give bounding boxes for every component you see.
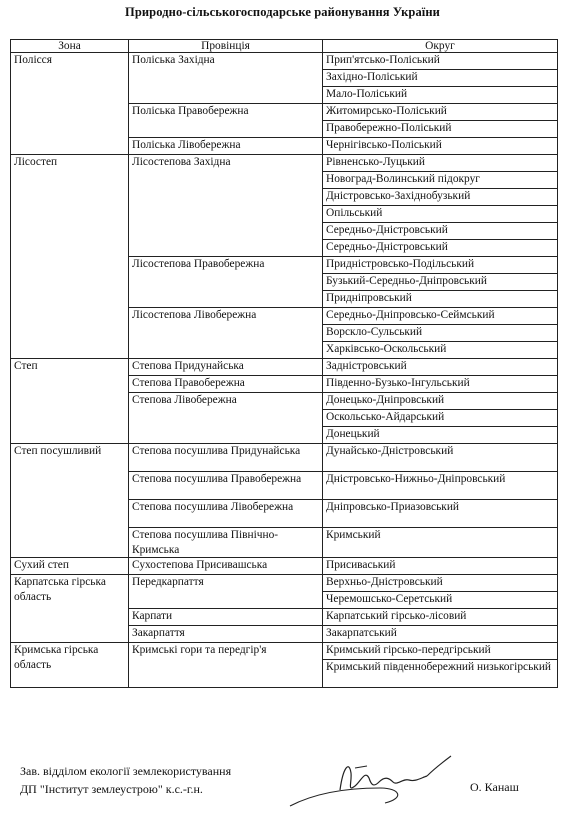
province-cell: Поліська Правобережна	[129, 104, 323, 138]
province-cell: Степова посушлива Північно-Кримська	[129, 528, 323, 558]
district-cell: Придніпровський	[323, 291, 558, 308]
province-cell: Степова Придунайська	[129, 359, 323, 376]
zone-cell: Степ	[11, 359, 129, 444]
district-cell: Мало-Поліський	[323, 87, 558, 104]
signatory-name: О. Канаш	[470, 780, 519, 794]
province-cell: Кримські гори та передгір'я	[129, 643, 323, 688]
district-cell: Новоград-Волинський підокруг	[323, 172, 558, 189]
district-cell: Середньо-Дністровський	[323, 223, 558, 240]
signatory-institution: ДП "Інститут землеустрою" к.с.-г.н.	[20, 782, 203, 796]
province-cell: Степова посушлива Правобережна	[129, 472, 323, 500]
district-cell: Чернігівсько-Поліський	[323, 138, 558, 155]
province-cell: Степова Правобережна	[129, 376, 323, 393]
zone-cell: Кримська гірська область	[11, 643, 129, 688]
province-cell: Лісостепова Правобережна	[129, 257, 323, 308]
province-cell: Лісостепова Західна	[129, 155, 323, 257]
district-cell: Прип'ятсько-Поліський	[323, 53, 558, 70]
district-cell: Дністровсько-Нижньо-Дніпровський	[323, 472, 558, 500]
zone-cell: Лісостеп	[11, 155, 129, 359]
regionalization-table	[10, 39, 558, 688]
signatory-position: Зав. відділом екології землекористування	[20, 764, 232, 778]
district-cell: Дністровсько-Західнобузький	[323, 189, 558, 206]
district-cell: Житомирсько-Поліський	[323, 104, 558, 121]
table-row	[11, 155, 558, 172]
district-cell: Харківсько-Оскольський	[323, 342, 558, 359]
district-cell: Бузький-Середньо-Дніпровський	[323, 274, 558, 291]
zone-cell: Полісся	[11, 53, 129, 155]
table-header-row	[11, 40, 558, 53]
district-cell: Середньо-Дніпровсько-Сеймський	[323, 308, 558, 325]
district-cell: Середньо-Дністровський	[323, 240, 558, 257]
header-zone: Зона	[11, 40, 129, 53]
province-cell: Степова Лівобережна	[129, 393, 323, 444]
table-row	[11, 558, 558, 575]
zone-cell: Сухий степ	[11, 558, 129, 575]
district-cell: Опільський	[323, 206, 558, 223]
district-cell: Черемошсько-Серетський	[323, 592, 558, 609]
province-cell: Степова посушлива Лівобережна	[129, 500, 323, 528]
table-row	[11, 359, 558, 376]
district-cell: Правобережно-Поліський	[323, 121, 558, 138]
table-row	[11, 575, 558, 592]
district-cell: Верхньо-Дністровський	[323, 575, 558, 592]
district-cell: Карпатський гірсько-лісовий	[323, 609, 558, 626]
province-cell: Сухостепова Присивашська	[129, 558, 323, 575]
district-cell: Закарпатський	[323, 626, 558, 643]
province-cell: Поліська Лівобережна	[129, 138, 323, 155]
district-cell: Південно-Бузько-Інгульський	[323, 376, 558, 393]
district-cell: Задністровський	[323, 359, 558, 376]
district-cell: Донецько-Дніпровський	[323, 393, 558, 410]
province-cell: Карпати	[129, 609, 323, 626]
district-cell: Кримський	[323, 528, 558, 558]
table-row	[11, 444, 558, 472]
signature-block	[20, 762, 231, 798]
table-row	[11, 53, 558, 70]
province-cell: Лісостепова Лівобережна	[129, 308, 323, 359]
district-cell: Дніпровсько-Приазовський	[323, 500, 558, 528]
district-cell: Дунайсько-Дністровський	[323, 444, 558, 472]
province-cell: Поліська Західна	[129, 53, 323, 104]
district-cell: Ворскло-Сульський	[323, 325, 558, 342]
zone-cell: Карпатська гірська область	[11, 575, 129, 643]
header-district: Округ	[323, 40, 558, 53]
district-cell: Донецький	[323, 427, 558, 444]
header-province: Провінція	[129, 40, 323, 53]
district-cell: Кримський південнобережний низькогірський	[323, 660, 558, 688]
district-cell: Рівненсько-Луцький	[323, 155, 558, 172]
document-title: Природно-сільськогосподарське районування України	[125, 5, 440, 19]
zone-cell: Степ посушливий	[11, 444, 129, 558]
district-cell: Кримський гірсько-передгірський	[323, 643, 558, 660]
district-cell: Присиваський	[323, 558, 558, 575]
province-cell: Передкарпаття	[129, 575, 323, 609]
table-row	[11, 643, 558, 660]
province-cell: Степова посушлива Придунайська	[129, 444, 323, 472]
district-cell: Західно-Поліський	[323, 70, 558, 87]
handwritten-signature	[285, 748, 460, 814]
province-cell: Закарпаття	[129, 626, 323, 643]
district-cell: Придністровсько-Подільський	[323, 257, 558, 274]
district-cell: Оскольсько-Айдарський	[323, 410, 558, 427]
